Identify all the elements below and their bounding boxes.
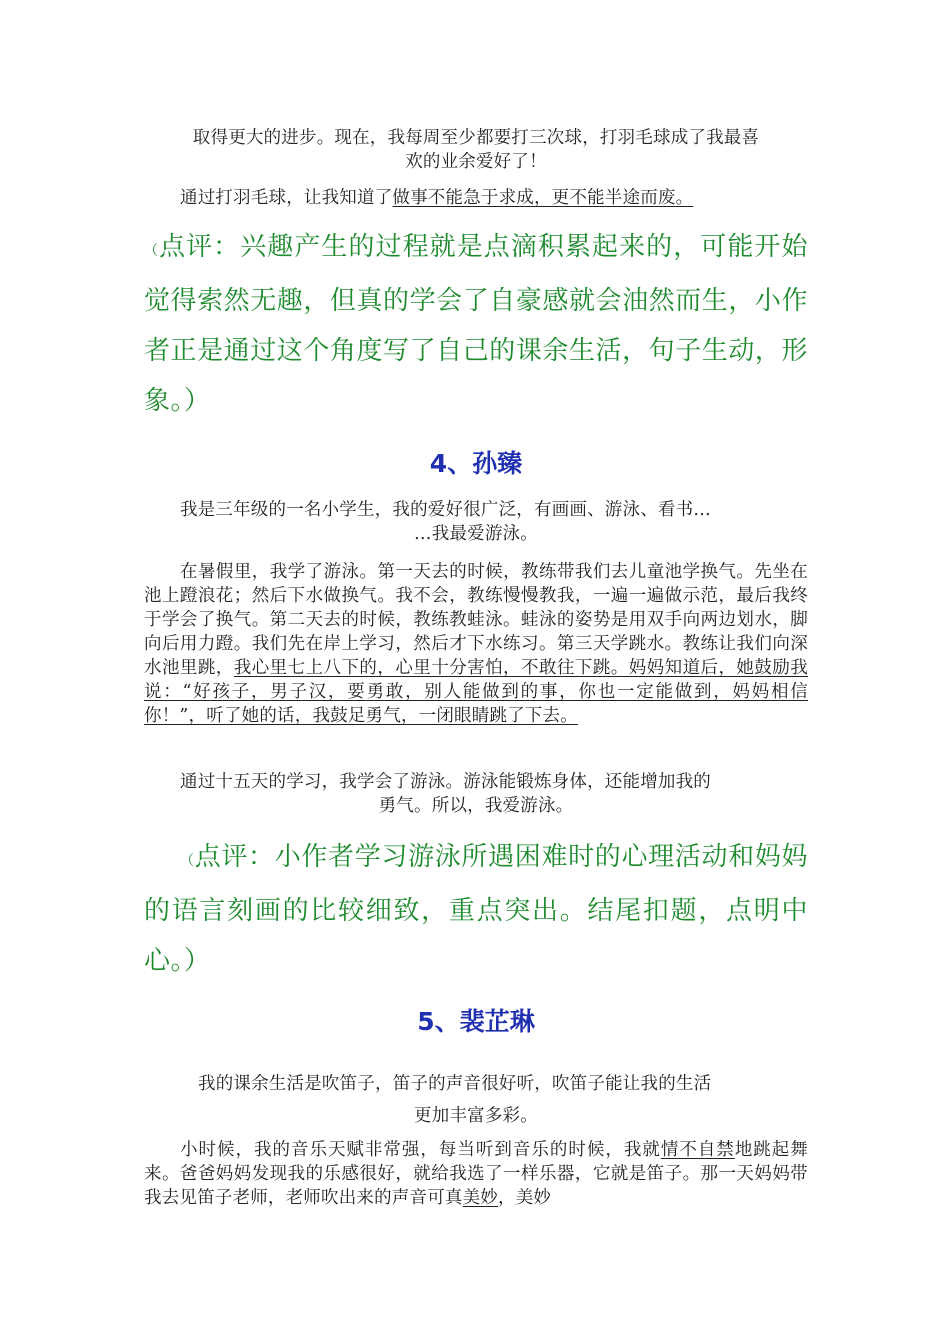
paragraph-badminton-lesson (180, 186, 808, 210)
paragraph-text: 在暑假里，我学了游泳。第一天去的时候，教练带我们去儿童池学换气。先坐在池上蹬浪花；然后下水做换气。我不会，教练慢慢教我，一遍一遍做示范，最后我终于学会了换气。第二天去的时候，教练教蛙泳。蛙泳的姿势是用双手向两边划水，脚向后用力蹬。我们先在岸上学习，然后才下水练习。第三天学跳水。教练让我们向深水池里跳， (144, 562, 808, 678)
paragraph-intro-flute (144, 1068, 808, 1132)
underlined-text: 我心里七上八下的，心里十分害怕，不敢往下跳。妈妈知道后，她鼓励我说：“好孩子，男子汉，要勇敢，别人能做到的事，你也一定能做到，妈妈相信你！”，听了她的话，我鼓足勇气，一闭眼睛跳了下去。 (144, 658, 808, 726)
paragraph-line: 我的课余生活是吹笛子，笛子的声音很好听，吹笛子能让我的生活 (198, 1074, 712, 1094)
paragraph-line: 勇气。所以，我爱游泳。 (378, 796, 574, 816)
comment-open-paren: （ (180, 853, 195, 869)
paragraph-text: 地跳起舞来。爸爸妈妈发现我的乐感很好，就给我选了一样乐器，它就是笛子。那一天妈妈带我去见笛子老师，老师吹出来的声音可真 (144, 1140, 808, 1208)
paragraph-line: 我是三年级的一名小学生，我的爱好很广泛，有画画、游泳、看书… (180, 500, 711, 520)
paragraph-text: ，美妙 (498, 1188, 552, 1208)
paragraph-flute-story (144, 1138, 808, 1210)
comment-block-1 (144, 222, 808, 426)
comment-text: 点评：小作者学习游泳所遇困难时的心理活动和妈妈的语言刻画的比较细致，重点突出。结尾扣题，点明中心。） (144, 842, 808, 976)
paragraph-swimming-story (144, 560, 808, 728)
section-heading-4: 4、孙臻 (429, 449, 523, 478)
comment-open-paren: （ (144, 243, 160, 259)
paragraph-line: 欢的业余爱好了！ (405, 152, 547, 172)
paragraph-line: 通过十五天的学习，我学会了游泳。游泳能锻炼身体，还能增加我的 (180, 772, 711, 792)
section-heading-5: 5、裴芷琳 (417, 1007, 535, 1036)
underlined-text: 做事不能急于求成，更不能半途而废。 (392, 188, 694, 208)
paragraph-line: 更加丰富多彩。 (414, 1106, 538, 1126)
paragraph-text: 小时候，我的音乐天赋非常强，每当听到音乐的时候，我就 (180, 1140, 661, 1160)
underlined-text: 情不自禁 (660, 1140, 735, 1160)
paragraph-intro-swimming (144, 498, 808, 546)
paragraph-text: 通过打羽毛球，让我知道了 (180, 188, 393, 208)
paragraph-line: 取得更大的进步。现在，我每周至少都要打三次球，打羽毛球成了我最喜 (192, 128, 760, 148)
comment-text: 点评：兴趣产生的过程就是点滴积累起来的，可能开始觉得索然无趣，但真的学会了自豪感就会油然而生，小作者正是通过这个角度写了自己的课余生活，句子生动，形象。） (144, 232, 808, 416)
comment-block-2 (144, 832, 808, 986)
paragraph-continuation (144, 126, 808, 174)
paragraph-swimming-conclusion (144, 770, 808, 818)
paragraph-line: …我最爱游泳。 (414, 524, 538, 544)
underlined-text: 美妙 (462, 1188, 499, 1208)
